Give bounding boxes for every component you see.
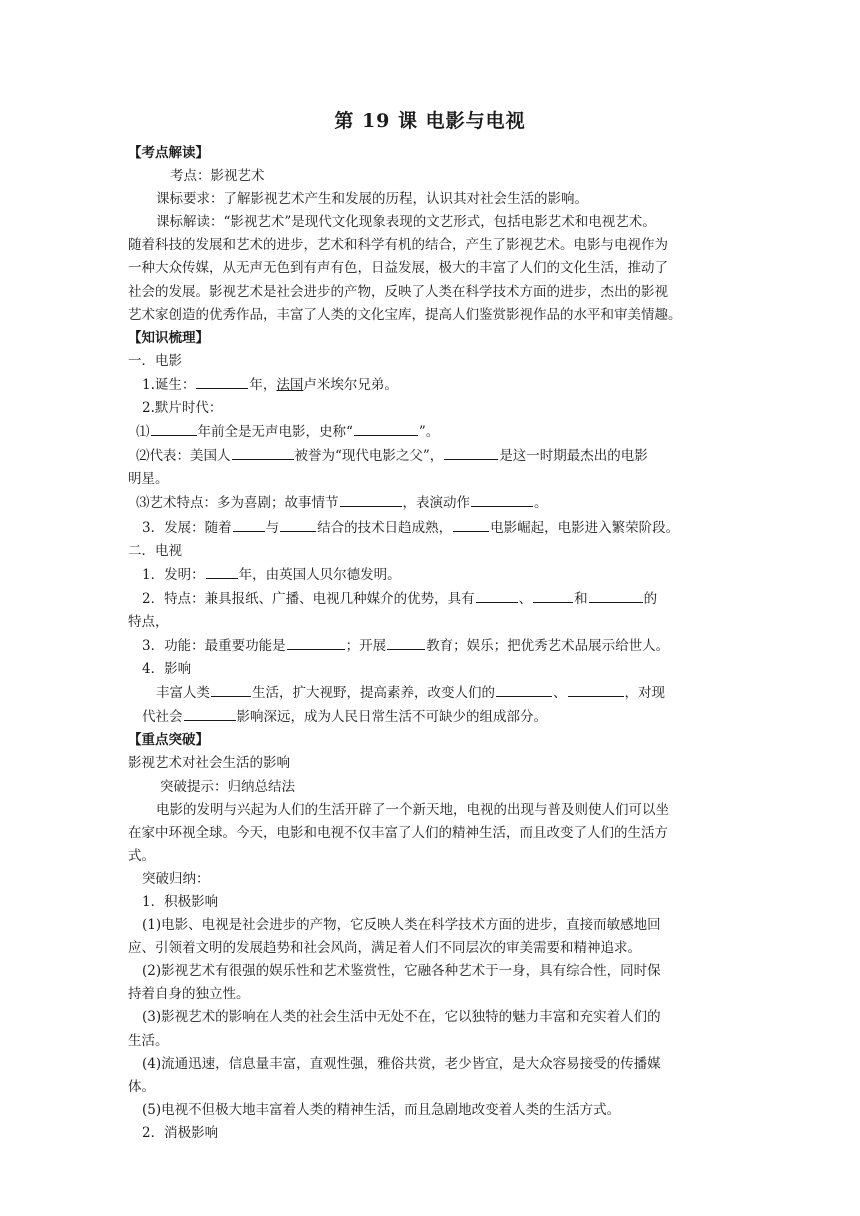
fill-blank[interactable] (151, 420, 197, 436)
tv-influence-cont (128, 705, 732, 729)
curriculum-interpretation-line: 一种大众传媒，从无声无色到有声有色，日益发展，极大的丰富了人们的文化生活，推动了 (128, 260, 668, 277)
fill-blank[interactable] (387, 634, 425, 650)
text-fragment: 、 (553, 685, 567, 702)
exam-point: 考点：影视艺术 (170, 168, 265, 185)
curriculum-interpretation-line: 随着科技的发展和艺术的进步，艺术和科学有机的结合，产生了影视艺术。电影与电视作为 (128, 237, 668, 254)
curriculum-interpretation-line: 课标解读：“影视艺术”是现代文化现象表现的文艺形式，包括电影艺术和电视艺术。 (156, 214, 656, 231)
fill-blank[interactable] (589, 587, 643, 603)
fill-blank[interactable] (568, 681, 624, 697)
lesson-title: 第 19 课 电影与电视 (334, 110, 526, 132)
breakthrough-paragraph-line: 电影的发明与兴起为人们的生活开辟了一个新天地，电视的出现与普及则使人们可以坐 (156, 801, 669, 818)
fill-blank[interactable] (196, 373, 248, 389)
positive-influence-heading: 1．积极影响 (142, 894, 219, 910)
fill-blank[interactable] (280, 516, 316, 532)
text-fragment: ⑶艺术特点：多为喜剧；故事情节 (136, 495, 339, 512)
fill-blank[interactable] (444, 444, 498, 460)
text-fragment: 被誉为“现代电影之父”， (294, 448, 444, 465)
fill-blank[interactable] (211, 681, 251, 697)
fill-blank[interactable] (233, 516, 265, 532)
tv-invention (128, 563, 732, 587)
section-heading-zhishi: 【知识梳理】 (128, 329, 209, 346)
text-fragment: 和 (574, 590, 588, 607)
curriculum-requirement: 课标要求：了解影视艺术产生和发展的历程，认识其对社会生活的影响。 (156, 191, 588, 208)
text-fragment: 生活，扩大视野，提高素养，改变人们的 (252, 685, 495, 702)
breakthrough-summary: 突破归纳： (142, 870, 210, 887)
text-fragment: ”。 (418, 424, 440, 441)
text-fragment: 年，由英国人贝尔德发明。 (238, 566, 401, 583)
fill-blank[interactable] (184, 705, 236, 721)
text-fragment: 与 (265, 519, 280, 536)
text-fragment: 的 (643, 590, 658, 607)
curriculum-interpretation-line: 社会的发展。影视艺术是社会进步的产物，反映了人类在科学技术方面的进步，杰出的影视 (128, 283, 668, 300)
text-fragment: 3．发展：随着 (142, 519, 232, 536)
positive-item-2: (2)影视艺术有很强的娱乐性和艺术鉴赏性，它融各种艺术于一身，具有综合性，同时保 (142, 963, 661, 980)
film-birth (128, 373, 732, 397)
fill-blank[interactable] (496, 681, 552, 697)
fill-blank[interactable] (232, 444, 294, 460)
positive-item-4: (4)流通迅速，信息量丰富，直观性强，雅俗共赏，老少皆宜，是大众容易接受的传播媒 (142, 1055, 661, 1072)
text-fragment: 丰富人类 (156, 685, 210, 702)
curriculum-interpretation-line: 艺术家创造的优秀作品，丰富了人类的文化宝库，提高人们鉴赏影视作品的水平和审美情趣。 (128, 306, 682, 323)
fill-blank[interactable] (476, 587, 518, 603)
breakthrough-tip: 突破提示：归纳总结法 (160, 778, 295, 795)
fill-blank[interactable] (340, 491, 402, 507)
text-fragment: ，表演动作 (402, 495, 470, 512)
tv-features (128, 587, 732, 611)
text-fragment: 教育；娱乐；把优秀艺术品展示给世人。 (426, 637, 670, 654)
film-birth-label: 1.诞生： (142, 376, 196, 393)
silent-era-heading: 2.默片时代： (142, 400, 223, 417)
silent-item-3 (128, 491, 732, 515)
tv-influence-heading: 4．影响 (142, 661, 192, 678)
positive-item-1: (1)电影、电视是社会进步的产物，它反映人类在科学技术方面的进步，直接而敏感地回 (142, 917, 661, 934)
fill-blank[interactable] (533, 587, 573, 603)
negative-influence-heading: 2．消极影响 (142, 1124, 219, 1141)
text-fragment: 年， (249, 376, 277, 393)
text-fragment: 年前全是无声电影，史称“ (197, 424, 353, 441)
fill-blank[interactable] (287, 634, 345, 650)
text-fragment: 卢米埃尔兄弟。 (303, 376, 398, 393)
positive-item-2-cont: 持着自身的独立性。 (128, 986, 250, 1003)
positive-item-3-cont: 生活。 (128, 1032, 169, 1049)
underlined-country: 法国 (276, 376, 304, 393)
text-fragment: 是这一时期最杰出的电影 (499, 448, 648, 465)
fill-blank[interactable] (453, 516, 489, 532)
text-fragment: 影响深远，成为人民日常生活不可缺少的组成部分。 (236, 709, 547, 726)
silent-item-2 (128, 444, 732, 468)
text-fragment: ⑵代表：美国人 (136, 448, 231, 465)
fill-blank[interactable] (354, 420, 418, 436)
text-fragment: 、 (518, 590, 533, 607)
tv-features-cont: 特点， (128, 613, 169, 630)
text-fragment: 3．功能：最重要功能是 (142, 637, 286, 654)
tv-function (128, 634, 732, 658)
text-fragment: 1．发明： (142, 566, 205, 583)
subheading-film: 一．电影 (128, 352, 182, 369)
breakthrough-paragraph-line: 在家中环视全球。今天，电影和电视不仅丰富了人们的精神生活，而且改变了人们的生活方 (128, 824, 668, 841)
text-fragment: ；开展 (345, 637, 387, 654)
silent-item-2-cont: 明星。 (128, 471, 169, 488)
breakthrough-paragraph-line: 式。 (128, 847, 155, 864)
section-heading-kaodian: 【考点解读】 (128, 145, 209, 161)
positive-item-1-cont: 应、引领着文明的发展趋势和社会风尚，满足着人们不同层次的审美需要和精神追求。 (128, 940, 641, 957)
positive-item-3: (3)影视艺术的影响在人类的社会生活中无处不在，它以独特的魅力丰富和充实着人们的 (142, 1009, 661, 1026)
fill-blank[interactable] (206, 563, 238, 579)
document-body (128, 142, 732, 1145)
tv-influence (128, 681, 732, 705)
text-fragment: 2．特点：兼具报纸、广播、电视几种媒介的优势，具有 (142, 590, 475, 607)
item-number: ⑴ (136, 424, 150, 441)
fill-blank[interactable] (471, 491, 533, 507)
text-fragment: 电影崛起，电影进入繁荣阶段。 (490, 519, 680, 536)
text-fragment: 。 (534, 495, 548, 512)
text-fragment: 结合的技术日趋成熟， (317, 519, 453, 536)
breakthrough-topic: 影视艺术对社会生活的影响 (128, 755, 290, 772)
silent-item-1 (128, 420, 732, 444)
text-fragment: ，对现 (624, 685, 665, 702)
section-heading-zhongdian: 【重点突破】 (128, 732, 209, 749)
positive-item-5: (5)电视不但极大地丰富着人类的精神生活，而且急剧地改变着人类的生活方式。 (142, 1101, 621, 1118)
subheading-tv: 二．电视 (128, 542, 182, 559)
text-fragment: 代社会 (142, 709, 183, 726)
positive-item-4-cont: 体。 (128, 1078, 155, 1095)
film-development (128, 516, 732, 540)
